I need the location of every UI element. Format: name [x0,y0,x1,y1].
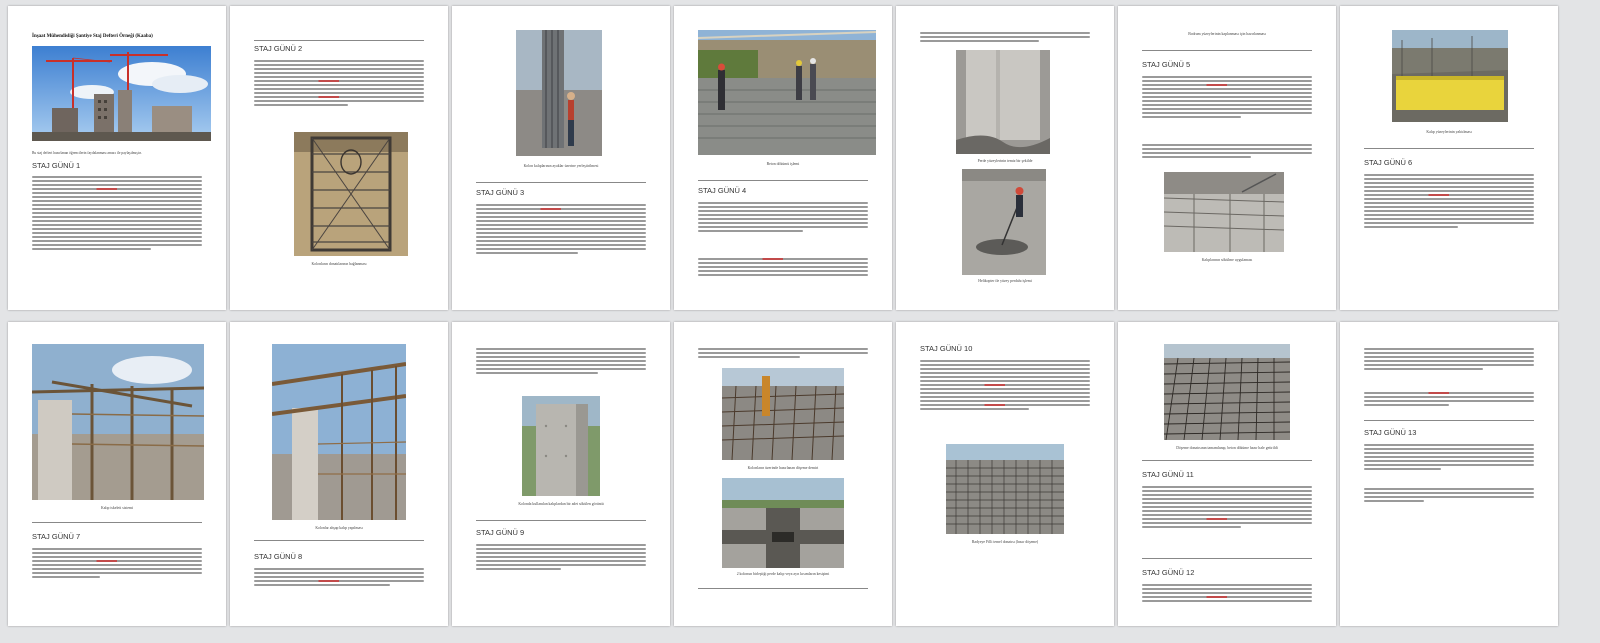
caption: Bodrum yüzeylerinin kaplanması için hazırlanması [1188,32,1266,36]
page-8[interactable] [8,322,226,626]
photo-power-trowel [962,169,1046,275]
heading-staj-gunu-9: STAJ GÜNÜ 9 [476,528,525,537]
heading-staj-gunu-10: STAJ GÜNÜ 10 [920,344,973,353]
heading-staj-gunu-8: STAJ GÜNÜ 8 [254,552,303,561]
caption: Kolon kalıplarının ayaklar üzerine yerleştirilmesi [523,164,599,168]
paragraph [698,256,868,288]
paragraph [698,346,868,362]
paragraph [1142,484,1312,556]
paragraph [1142,142,1312,168]
page-6[interactable] [1118,6,1336,310]
photo-concrete-pour [698,30,876,155]
caption: 2 kolonun birleştiği perde kalıp veya ayrı kısımların kesişimi [736,572,830,576]
paragraph [1142,582,1312,612]
page-12[interactable] [896,322,1114,626]
heading-staj-gunu-2: STAJ GÜNÜ 2 [254,44,303,53]
photo-column-intersection [722,478,844,568]
photo-column-rebar [294,132,408,256]
paragraph [32,546,202,596]
caption: Perde yüzeylerinin temiz bir şekilde [977,159,1033,163]
paragraph [254,58,424,130]
caption: Kolonların donatılarının bağlanması [311,262,367,266]
heading-staj-gunu-5: STAJ GÜNÜ 5 [1142,60,1191,69]
divider [1142,558,1312,559]
paragraph [254,566,424,598]
paragraph [1364,172,1534,258]
page-14[interactable] [1340,322,1558,626]
page-9[interactable] [230,322,448,626]
caption: Kolonlar ahşap kalıp yapılması [315,526,363,530]
photo-cranes-skyline [32,46,211,141]
heading-staj-gunu-7: STAJ GÜNÜ 7 [32,532,81,541]
paragraph [476,542,646,588]
paragraph [920,30,1090,46]
photo-column-formwork [516,30,602,156]
divider [1364,148,1534,149]
heading-staj-gunu-3: STAJ GÜNÜ 3 [476,188,525,197]
heading-staj-gunu-6: STAJ GÜNÜ 6 [1364,158,1413,167]
divider [32,522,202,523]
paragraph [1142,74,1312,138]
page-7[interactable] [1340,6,1558,310]
page-5[interactable] [896,6,1114,310]
paragraph [32,174,202,284]
page-4[interactable] [674,6,892,310]
photo-formwork-skeleton [32,344,204,500]
heading-staj-gunu-4: STAJ GÜNÜ 4 [698,186,747,195]
caption: Kolonların üzerinde hazırlanan döşeme demiri [747,466,819,470]
paragraph [1364,486,1534,508]
photo-slab-mesh [1164,344,1290,440]
paragraph [476,346,646,392]
heading-staj-gunu-12: STAJ GÜNÜ 12 [1142,568,1195,577]
paragraph [1364,442,1534,482]
page-2[interactable] [230,6,448,310]
divider [698,180,868,181]
page-13[interactable] [1118,322,1336,626]
page-10[interactable] [452,322,670,626]
heading-staj-gunu-1: STAJ GÜNÜ 1 [32,161,81,170]
divider [1142,50,1312,51]
paragraph [1364,346,1534,386]
divider [1142,460,1312,461]
paragraph [476,202,646,282]
divider [254,540,424,541]
photo-wall-surface [956,50,1050,154]
document-title: İnşaat Mühendisliği Şantiye Staj Defteri Örneği (Kaaba) [32,34,153,39]
divider [1364,420,1534,421]
photo-insulated-wall [1392,30,1508,122]
divider [254,40,424,41]
caption: Kalıp yüzeylerinin yalıtılması [1426,130,1472,134]
page-11[interactable] [674,322,892,626]
photo-formwork-removal [1164,172,1284,252]
intro-text: Bu staj defteri hazırlanan öğrencilerin faydalanması amacı ile paylaşılmıştır. [32,151,142,155]
page-3[interactable] [452,6,670,310]
caption: Helikopter ile yüzey perdahı işlemi [978,279,1032,283]
paragraph [698,200,868,252]
caption: Radyeye Filli temel donatısı (hasır döşeme) [971,540,1039,544]
paragraph [1364,390,1534,416]
heading-staj-gunu-13: STAJ GÜNÜ 13 [1364,428,1417,437]
caption: Kalıp iskeleti sistemi [100,506,134,510]
photo-concrete-column [522,396,600,496]
page-1[interactable] [8,6,226,310]
caption: Döşeme donatısının tamamlanıp, beton döküme hazır hale getirildi [1176,446,1278,450]
paragraph [920,358,1090,438]
divider [476,520,646,521]
caption: Beton dökümü işlemi [766,162,800,166]
caption: Kalıplarının sökülme uygulaması [1201,258,1253,262]
divider [476,182,646,183]
photo-timber-formwork [272,344,406,520]
caption: Kolonda kullanılan kalıplardan bir adet sökülen görüntü [518,502,604,506]
heading-staj-gunu-11: STAJ GÜNÜ 11 [1142,470,1194,479]
photo-raft-foundation [946,444,1064,534]
photo-slab-rebar [722,368,844,460]
divider [698,588,868,589]
